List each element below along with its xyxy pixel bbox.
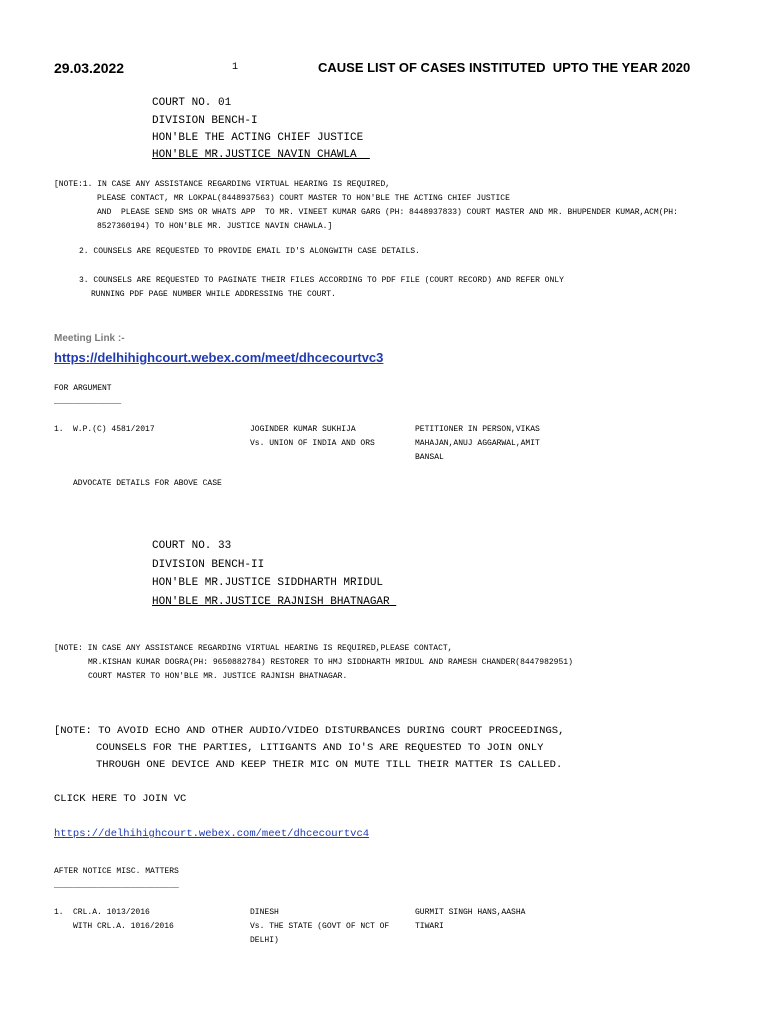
note-line: [NOTE: IN CASE ANY ASSISTANCE REGARDING VIRTUAL HEARING IS REQUIRED,PLEASE CONTACT,	[54, 644, 453, 653]
meeting-link[interactable]: https://delhihighcourt.webex.com/meet/dhcecourtvc3	[54, 350, 384, 365]
judge-name: HON'BLE MR.JUSTICE RAJNISH BHATNAGAR	[152, 596, 397, 608]
vc-link[interactable]: https://delhihighcourt.webex.com/meet/dhcecourtvc4	[54, 828, 370, 840]
advocate-line: GURMIT SINGH HANS,AASHA	[415, 908, 526, 917]
court-number: COURT NO. 01	[152, 97, 232, 109]
note-line: MR.KISHAN KUMAR DOGRA(PH: 9650882784) RESTORER TO HMJ SIDDHARTH MRIDUL AND RAMESH CHANDER(8447982951)	[88, 658, 573, 667]
note-line: PLEASE CONTACT, MR LOKPAL(8448937563) COURT MASTER TO HON'BLE THE ACTING CHIEF JUSTICE	[97, 194, 510, 203]
echo-note-line: COUNSELS FOR THE PARTIES, LITIGANTS AND IO'S ARE REQUESTED TO JOIN ONLY	[96, 742, 544, 754]
party-respondent-cont: DELHI)	[250, 936, 279, 945]
note-line: AND PLEASE SEND SMS OR WHATS APP TO MR. VINEET KUMAR GARG (PH: 8448937833) COURT MASTER AND MR. BHUPENDER KUMAR,ACM(PH:	[97, 208, 678, 217]
bench-name: DIVISION BENCH-II	[152, 559, 265, 571]
bench-name: DIVISION BENCH-I	[152, 115, 258, 127]
advocate-line: PETITIONER IN PERSON,VIKAS	[415, 425, 540, 434]
note-line: 2. COUNSELS ARE REQUESTED TO PROVIDE EMAIL ID'S ALONGWITH CASE DETAILS.	[79, 247, 420, 256]
advocate-line: BANSAL	[415, 453, 444, 462]
page-number: 1	[232, 62, 239, 73]
note-line: [NOTE:1. IN CASE ANY ASSISTANCE REGARDING VIRTUAL HEARING IS REQUIRED,	[54, 180, 391, 189]
judge-name: HON'BLE MR.JUSTICE NAVIN CHAWLA	[152, 149, 370, 161]
join-vc-label: CLICK HERE TO JOIN VC	[54, 793, 187, 805]
court-number: COURT NO. 33	[152, 540, 232, 552]
advocate-line: MAHAJAN,ANUJ AGGARWAL,AMIT	[415, 439, 540, 448]
judge-name: HON'BLE MR.JUSTICE SIDDHARTH MRIDUL	[152, 577, 384, 589]
judge-name: HON'BLE THE ACTING CHIEF JUSTICE	[152, 132, 364, 144]
advocate-line: TIWARI	[415, 922, 444, 931]
note-line: 8527360194) TO HON'BLE MR. JUSTICE NAVIN CHAWLA.]	[97, 222, 333, 231]
case-number: W.P.(C) 4581/2017	[73, 425, 155, 434]
cause-list-title: CAUSE LIST OF CASES INSTITUTED UPTO THE YEAR 2020	[318, 60, 691, 75]
section-heading: AFTER NOTICE MISC. MATTERS	[54, 867, 179, 876]
cause-list-date: 29.03.2022	[54, 60, 125, 76]
tagged-case: WITH CRL.A. 1016/2016	[73, 922, 174, 931]
case-serial: 1.	[54, 908, 64, 917]
party-petitioner: DINESH	[250, 908, 279, 917]
note-line: 3. COUNSELS ARE REQUESTED TO PAGINATE THEIR FILES ACCORDING TO PDF FILE (COURT RECORD) AND REFER ONLY	[79, 276, 564, 285]
meeting-link-label: Meeting Link :-	[54, 333, 125, 344]
echo-note-line: [NOTE: TO AVOID ECHO AND OTHER AUDIO/VIDEO DISTURBANCES DURING COURT PROCEEDINGS,	[54, 725, 565, 737]
note-line: COURT MASTER TO HON'BLE MR. JUSTICE RAJNISH BHATNAGAR.	[88, 672, 348, 681]
party-petitioner: JOGINDER KUMAR SUKHIJA	[250, 425, 356, 434]
party-respondent: Vs. UNION OF INDIA AND ORS	[250, 439, 375, 448]
section-rule: __________________________	[54, 881, 179, 890]
section-heading: FOR ARGUMENT	[54, 384, 112, 393]
advocate-details-label: ADVOCATE DETAILS FOR ABOVE CASE	[73, 479, 222, 488]
note-line: RUNNING PDF PAGE NUMBER WHILE ADDRESSING THE COURT.	[91, 290, 336, 299]
case-number: CRL.A. 1013/2016	[73, 908, 150, 917]
case-serial: 1.	[54, 425, 64, 434]
section-rule: ______________	[54, 397, 122, 406]
echo-note-line: THROUGH ONE DEVICE AND KEEP THEIR MIC ON MUTE TILL THEIR MATTER IS CALLED.	[96, 759, 563, 771]
party-respondent: Vs. THE STATE (GOVT OF NCT OF	[250, 922, 390, 931]
